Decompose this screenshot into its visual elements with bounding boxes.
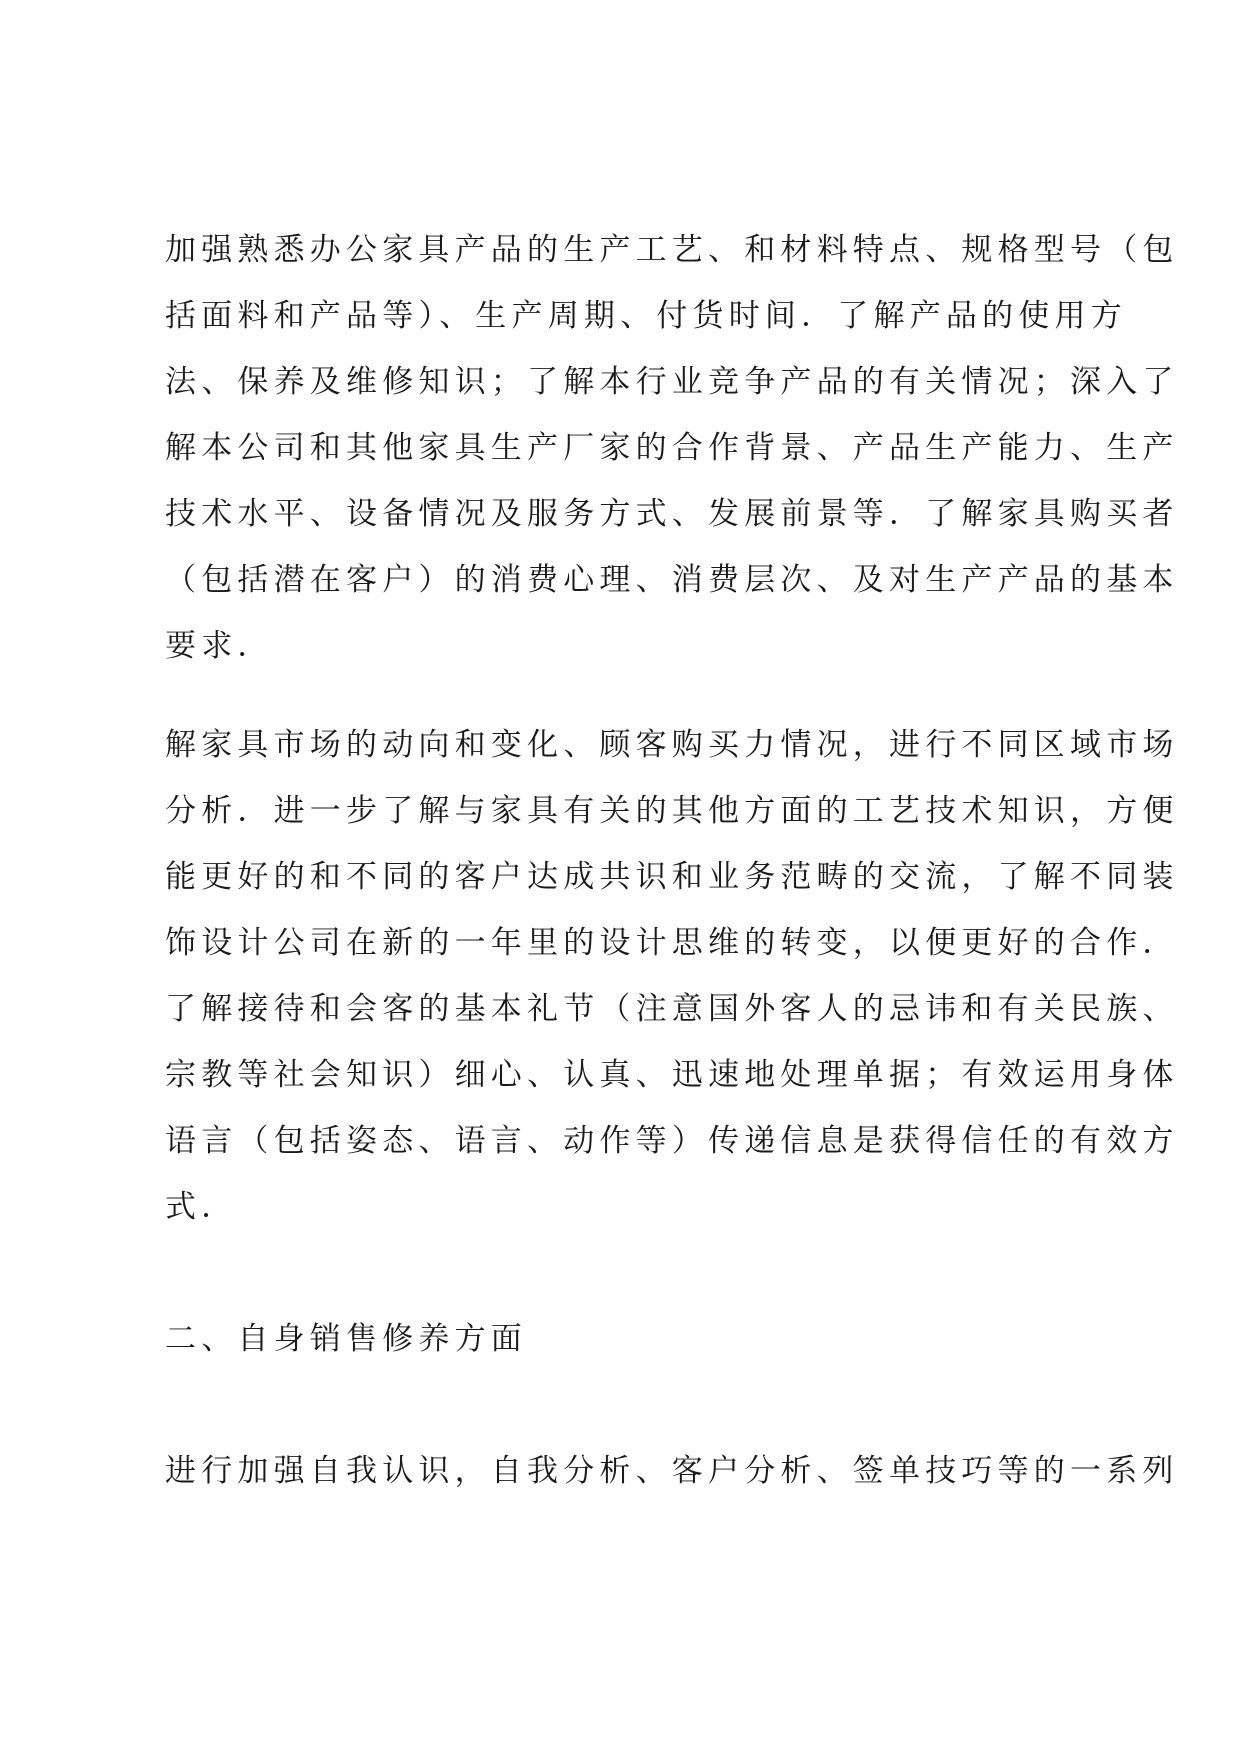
- text-line: 宗教等社会知识）细心、认真、迅速地处理单据；有效运用身体: [165, 1057, 1179, 1093]
- text-line: 括面料和产品等）、生产周期、付货时间．了解产品的使用方: [165, 298, 1127, 334]
- paragraph-product-knowledge: [165, 217, 1179, 679]
- text-line: 式．: [165, 1189, 238, 1225]
- section-heading-text: 二、自身销售修养方面: [165, 1321, 527, 1357]
- text-line: 解家具市场的动向和变化、顾客购买力情况，进行不同区域市场: [165, 727, 1179, 763]
- text-line: 法、保养及维修知识；了解本行业竞争产品的有关情况；深入了: [165, 364, 1179, 400]
- text-line: （包括潜在客户）的消费心理、消费层次、及对生产产品的基本: [165, 562, 1179, 598]
- text-line: 语言（包括姿态、语言、动作等）传递信息是获得信任的有效方: [165, 1123, 1179, 1159]
- text-line: 解本公司和其他家具生产厂家的合作背景、产品生产能力、生产: [165, 430, 1179, 466]
- text-line: 饰设计公司在新的一年里的设计思维的转变，以便更好的合作．: [165, 925, 1179, 961]
- text-line: 能更好的和不同的客户达成共识和业务范畴的交流，了解不同装: [165, 859, 1179, 895]
- text-line: 了解接待和会客的基本礼节（注意国外客人的忌讳和有关民族、: [165, 991, 1179, 1027]
- text-line: 进行加强自我认识，自我分析、客户分析、签单技巧等的一系列: [165, 1453, 1179, 1489]
- text-line: 加强熟悉办公家具产品的生产工艺、和材料特点、规格型号（包: [165, 232, 1179, 268]
- paragraph-self-cultivation: [165, 1438, 1179, 1504]
- text-line: 技术水平、设备情况及服务方式、发展前景等．了解家具购买者: [165, 496, 1179, 532]
- text-line: 要求．: [165, 628, 274, 664]
- paragraph-market-knowledge: [165, 712, 1179, 1240]
- section-heading: [165, 1306, 1100, 1372]
- text-line: 分析．进一步了解与家具有关的其他方面的工艺技术知识，方便: [165, 793, 1179, 829]
